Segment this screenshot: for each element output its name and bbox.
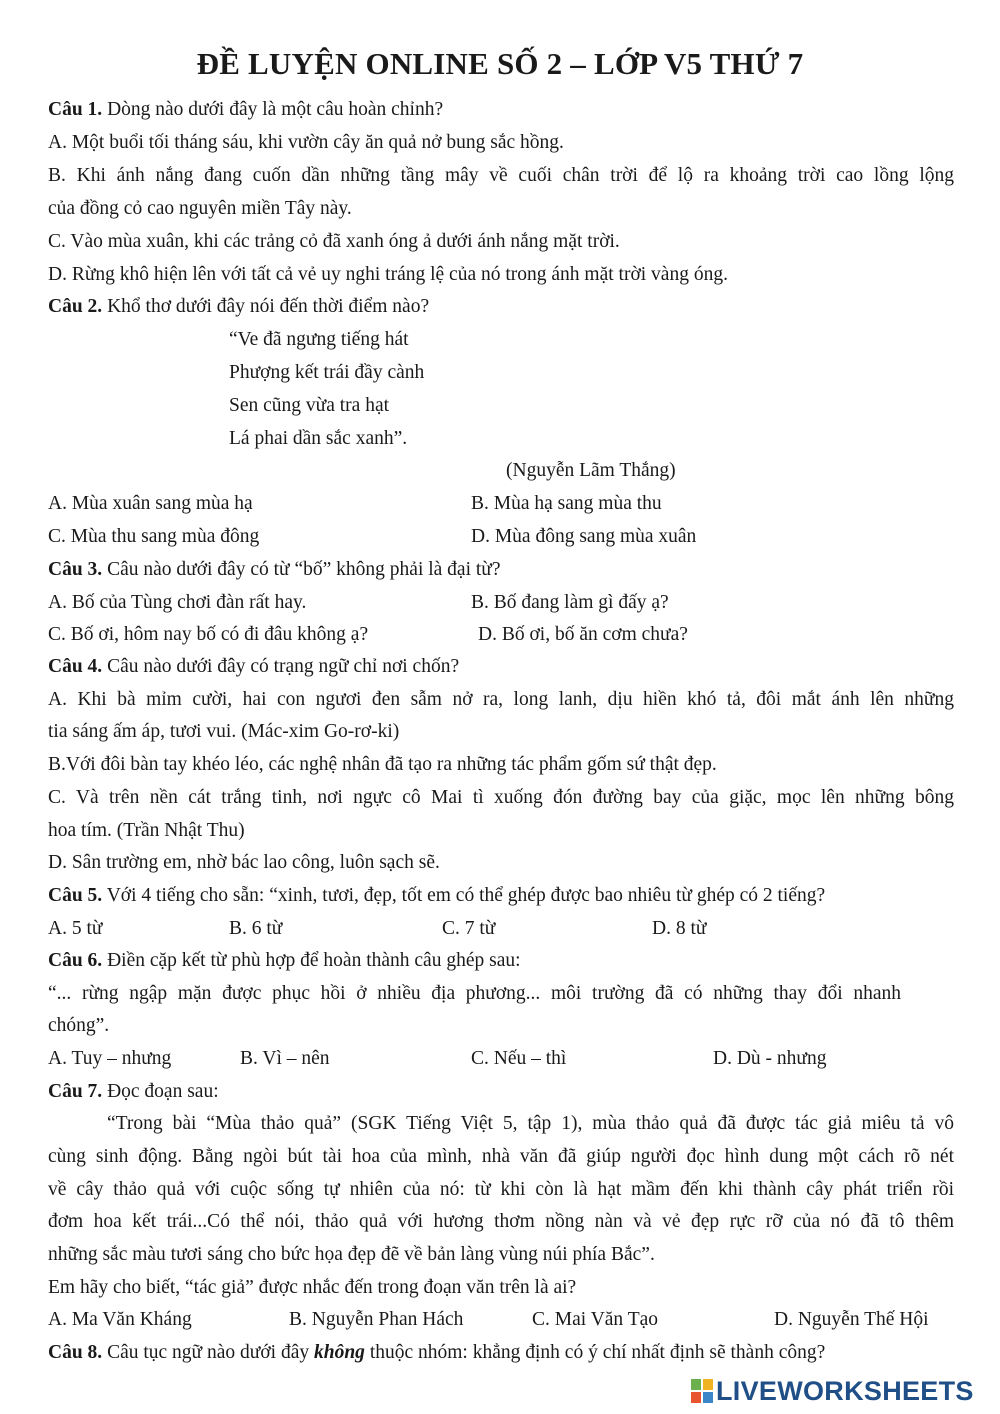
question-text: Điền cặp kết từ phù hợp để hoàn thành câu ghép sau: <box>102 950 521 971</box>
q1-option-d: D. Rừng khô hiện lên với tất cả vẻ uy nghi tráng lệ của nó trong ánh mặt trời vàng óng. <box>48 264 728 285</box>
question-6 <box>48 949 521 973</box>
question-text-cont: thuộc nhóm: khẳng định có ý chí nhất định sẽ thành công? <box>364 1342 826 1363</box>
q7-passage-line: đơm hoa kết trái...Có thể nói, thảo quả với hương thơm nồng nàn và vẻ đẹp rực rỡ của nó đã tô thêm <box>48 1211 954 1232</box>
question-label: Câu 5. <box>48 885 103 906</box>
question-3 <box>48 558 501 582</box>
question-1 <box>48 98 443 122</box>
poem-author: (Nguyễn Lãm Thắng) <box>506 460 676 481</box>
q2-option-b: B. Mùa hạ sang mùa thu <box>471 493 662 514</box>
page-title: ĐỀ LUYỆN ONLINE SỐ 2 – LỚP V5 THỨ 7 <box>196 46 804 81</box>
q7-option-c: C. Mai Văn Tạo <box>532 1309 659 1330</box>
question-text: Đọc đoạn sau: <box>102 1081 219 1102</box>
question-7 <box>48 1080 219 1104</box>
q3-option-c: C. Bố ơi, hôm nay bố có đi đâu không ạ? <box>48 624 369 645</box>
emphasis-word: không <box>313 1342 365 1363</box>
q1-option-b-cont: của đồng cỏ cao nguyên miền Tây này. <box>48 198 352 219</box>
q5-option-c: C. 7 từ <box>442 918 496 939</box>
q6-option-b: B. Vì – nên <box>240 1048 330 1069</box>
question-text: Dòng nào dưới đây là một câu hoàn chỉnh? <box>102 99 444 120</box>
question-label: Câu 8. <box>48 1342 103 1363</box>
brand-name: LIVEWORKSHEETS <box>716 1375 974 1406</box>
q7-option-b: B. Nguyễn Phan Hách <box>289 1309 464 1330</box>
q5-option-a: A. 5 từ <box>48 918 103 939</box>
question-text: Câu tục ngữ nào dưới đây <box>102 1342 314 1363</box>
q4-option-c-cont: hoa tím. (Trần Nhật Thu) <box>48 820 245 841</box>
q2-option-a: A. Mùa xuân sang mùa hạ <box>48 493 253 514</box>
q6-option-a: A. Tuy – nhưng <box>48 1048 172 1069</box>
q5-option-d: D. 8 từ <box>652 918 707 939</box>
question-label: Câu 6. <box>48 950 103 971</box>
q4-option-c: C. Và trên nền cát trắng tinh, nơi ngực cô Mai tì xuống đón đường bay của giặc, mọc lên những bông <box>48 787 954 808</box>
question-label: Câu 7. <box>48 1081 103 1102</box>
q7-passage-line: những sắc màu tươi sáng cho bức họa đẹp đẽ về bản làng vùng núi phía Bắc”. <box>48 1244 655 1265</box>
question-label: Câu 2. <box>48 296 103 317</box>
question-4 <box>48 655 459 679</box>
liveworksheets-logo[interactable] <box>690 1371 990 1411</box>
q4-option-b: B.Với đôi bàn tay khéo léo, các nghệ nhân đã tạo ra những tác phẩm gốm sứ thật đẹp. <box>48 754 717 775</box>
q7-question: Em hãy cho biết, “tác giả” được nhắc đến trong đoạn văn trên là ai? <box>48 1277 577 1298</box>
question-text: Khổ thơ dưới đây nói đến thời điểm nào? <box>102 296 430 317</box>
question-2 <box>48 295 429 319</box>
q4-option-a: A. Khi bà mỉm cười, hai con ngươi đen sẫm nở ra, long lanh, dịu hiền khó tả, đôi mắt ánh lên những <box>48 689 954 710</box>
poem-line: Phượng kết trái đầy cành <box>229 362 425 383</box>
q6-sentence-cont: chóng”. <box>48 1015 110 1036</box>
q6-option-d: D. Dù - nhưng <box>713 1048 827 1069</box>
q7-passage-line: cùng sinh động. Bằng ngòi bút tài hoa của mình, nhà văn đã giúp người đọc hình dung một cách rõ nét <box>48 1146 954 1167</box>
q7-option-a: A. Ma Văn Kháng <box>48 1309 192 1330</box>
q4-option-d: D. Sân trường em, nhờ bác lao công, luôn sạch sẽ. <box>48 852 440 873</box>
liveworksheets-logo-icon <box>690 1378 714 1404</box>
question-label: Câu 3. <box>48 559 103 580</box>
q7-passage-line: về cây thảo quả với cuộc sống tự nhiên của nó: từ khi còn là hạt mầm đến khi thành cây phát triển rồi <box>48 1179 954 1200</box>
q2-option-d: D. Mùa đông sang mùa xuân <box>471 526 697 547</box>
q1-option-b: B. Khi ánh nắng đang cuốn dần những tầng mây về cuối chân trời để lộ ra khoảng trời cao lồng lộng <box>48 165 954 186</box>
question-text: Với 4 tiếng cho sẵn: “xinh, tươi, đẹp, tốt em có thể ghép được bao nhiêu từ ghép có 2 tiếng? <box>102 885 826 906</box>
q7-passage-line: “Trong bài “Mùa thảo quả” (SGK Tiếng Việt 5, tập 1), mùa thảo quả đã được tác giả miêu tả vô <box>107 1113 954 1134</box>
question-8 <box>48 1341 825 1365</box>
q3-option-d: D. Bố ơi, bố ăn cơm chưa? <box>478 624 688 645</box>
poem-line: Lá phai dần sắc xanh”. <box>229 428 408 449</box>
q2-option-c: C. Mùa thu sang mùa đông <box>48 526 260 547</box>
question-label: Câu 1. <box>48 99 103 120</box>
poem-line: “Ve đã ngưng tiếng hát <box>229 329 409 350</box>
q4-option-a-cont: tia sáng ấm áp, tươi vui. (Mác-xim Go-rơ-ki) <box>48 721 400 742</box>
q6-option-c: C. Nếu – thì <box>471 1048 567 1069</box>
poem-line: Sen cũng vừa tra hạt <box>229 395 390 416</box>
q3-option-a: A. Bố của Tùng chơi đàn rất hay. <box>48 592 307 613</box>
q1-option-a: A. Một buổi tối tháng sáu, khi vườn cây ăn quả nở bung sắc hồng. <box>48 132 564 153</box>
q1-option-c: C. Vào mùa xuân, khi các trảng cỏ đã xanh óng ả dưới ánh nắng mặt trời. <box>48 231 620 252</box>
question-text: Câu nào dưới đây có trạng ngữ chỉ nơi chốn? <box>102 656 460 677</box>
q5-option-b: B. 6 từ <box>229 918 283 939</box>
q6-sentence: “... rừng ngập mặn được phục hồi ở nhiều địa phương... môi trường đã có những thay đổi nhanh <box>48 983 901 1004</box>
q7-option-d: D. Nguyễn Thế Hội <box>774 1309 929 1330</box>
question-label: Câu 4. <box>48 656 103 677</box>
question-5 <box>48 884 825 908</box>
q3-option-b: B. Bố đang làm gì đấy ạ? <box>471 592 669 613</box>
question-text: Câu nào dưới đây có từ “bố” không phải là đại từ? <box>102 559 501 580</box>
